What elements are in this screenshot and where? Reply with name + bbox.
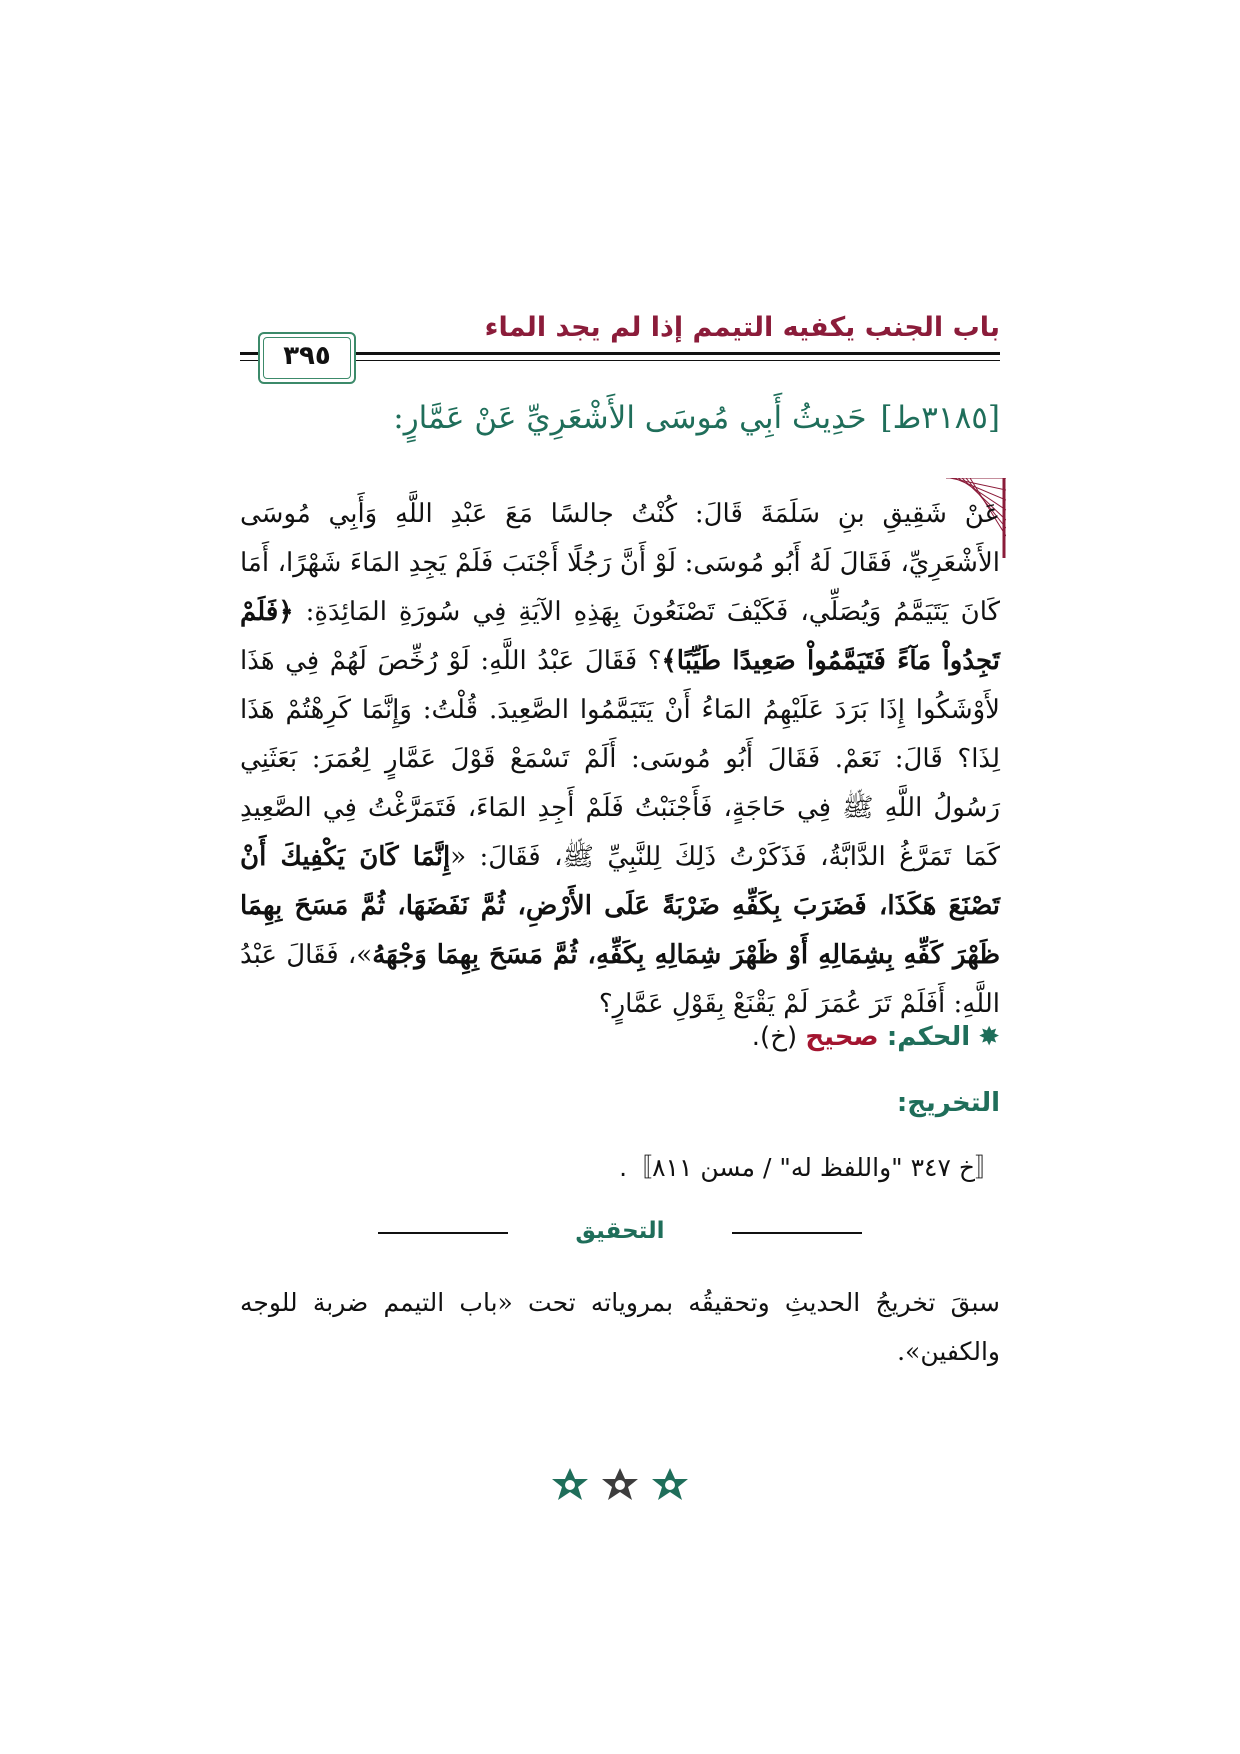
hadith-heading [393,400,1000,436]
verification-text: سبقَ تخريجُ الحديثِ وتحقيقُه بمروياته تحت «باب التيمم ضربة للوجه والكفين». [240,1288,1000,1366]
star-ornament-icon: ✸ [978,1022,1000,1052]
divider-line-left [378,1232,508,1234]
narration-part-2: ؟ فَقَالَ عَبْدُ اللَّهِ: لَوْ رُخِّصَ لَهُمْ فِي هَذَا لأَوْشَكُوا إِذَا بَرَدَ عَلَيْهِمُ المَاءُ أَنْ يَتَيَمَّمُوا الصَّعِيدَ. قُلْتُ: وَإِنَّمَا كَرِهْتُمْ هَذَا لِذَا؟ قَالَ: نَعَمْ. فَقَالَ أَبُو مُوسَى: أَلَمْ تَسْمَعْ قَوْلَ عَمَّارٍ لِعُمَرَ: بَعَثَنِي رَسُولُ اللَّهِ ﷺ فِي حَاجَةٍ، فَأَجْنَبْتُ فَلَمْ أَجِدِ المَاءَ، فَتَمَرَّغْتُ فِي الصَّعِيدِ كَمَا تَمَرَّغُ الدَّابَّةُ، فَذَكَرْتُ ذَلِكَ لِلنَّبِيِّ ﷺ، فَقَالَ: « [240,646,1000,872]
takhrij-text: 〚خ ٣٤٧ "واللفظ له" / مسن ٨١١〛. [619,1153,1000,1182]
takhrij-label: التخريج: [896,1088,1000,1118]
page-number: ٣٩٥ [283,341,331,371]
hadith-title: حَدِيثُ أَبِي مُوسَى الأَشْعَرِيِّ عَنْ عَمَّارٍ: [393,400,867,436]
page-number-badge [258,332,356,384]
ruling-label: الحكم: [886,1022,971,1052]
ruling-grade: صحيح [805,1022,879,1052]
running-title: باب الجنب يكفيه التيمم إذا لم يجد الماء [484,312,1000,343]
divider-line-right [732,1232,862,1234]
narration-part-3: »، فَقَالَ عَبْدُ اللَّهِ: أَفَلَمْ تَرَ عُمَرَ لَمْ يَقْنَعْ بِقَوْلِ عَمَّارٍ؟ [240,940,1000,1019]
prophet-saying: إِنَّمَا كَانَ يَكْفِيكَ أَنْ تَصْنَعَ هَكَذَا، فَضَرَبَ بِكَفِّهِ ضَرْبَةً عَلَى الأَرْضِ، ثُمَّ نَفَضَهَا، ثُمَّ مَسَحَ بِهِمَا ظَهْرَ كَفِّهِ بِشِمَالِهِ أَوْ ظَهْرَ شِمَالِهِ بِكَفِّهِ، ثُمَّ مَسَحَ بِهِمَا وَجْهَهُ [240,842,1001,970]
quran-verse: ﴿فَلَمْ تَجِدُواْ مَآءً فَتَيَمَّمُواْ صَعِيدًا طَيِّبًا﴾ [240,597,1000,676]
ruling-line [752,1022,1000,1052]
ruling-source: (خ). [751,1022,798,1052]
hadith-number: [٣١٨٥ط] [880,400,1000,436]
narration-part-1: عَنْ شَقِيقِ بنِ سَلَمَةَ قَالَ: كُنْتُ جالسًا مَعَ عَبْدِ اللَّهِ وَأَبِي مُوسَى الأَشْعَرِيِّ، فَقَالَ لَهُ أَبُو مُوسَى: لَوْ أَنَّ رَجُلًا أَجْنَبَ فَلَمْ يَجِدِ المَاءَ شَهْرًا، أَمَا كَانَ يَتَيَمَّمُ وَيُصَلِّي، فَكَيْفَ تَصْنَعُونَ بِهَذِهِ الآيَةِ فِي سُورَةِ المَائِدَةِ: [240,499,1000,627]
hadith-body [240,490,1000,1029]
end-ornament-icon [548,1466,692,1506]
verification-heading: التحقيق [575,1218,665,1244]
verification-divider [378,1218,862,1248]
